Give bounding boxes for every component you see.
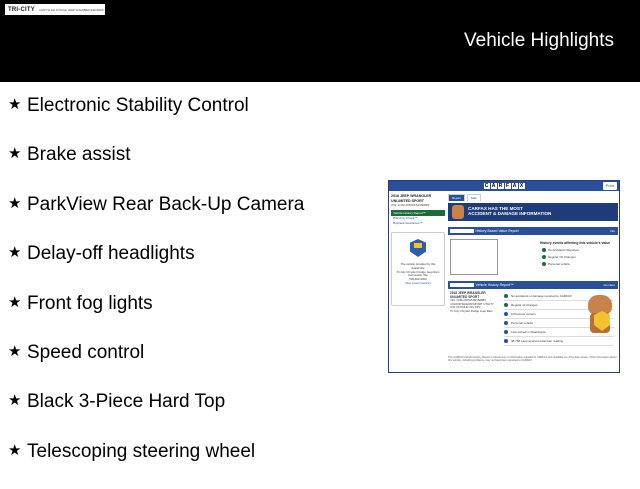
carfax-banner — [448, 203, 618, 221]
dealer-line: The vehicle provided by this dealership — [400, 262, 436, 270]
logo-phone: (509) 942-9000 — [82, 7, 104, 12]
header-bar — [0, 0, 640, 82]
vhr-row-label: Regular oil changes — [511, 302, 538, 307]
star-icon: ★ — [8, 194, 22, 212]
feature-label: Brake assist — [27, 144, 131, 166]
vehicle-trim: UNLIMITED SPORT — [391, 198, 424, 203]
print-button[interactable]: Print — [603, 182, 617, 190]
tab-map[interactable]: Map — [467, 194, 481, 201]
hbv-heading: History events affecting this vehicle's value — [540, 241, 611, 245]
banner-line: CARFAX HAS THE MOST — [468, 206, 523, 211]
feature-item — [8, 242, 304, 291]
star-icon: ★ — [8, 244, 22, 262]
check-icon — [504, 303, 508, 307]
carfax-logo-letter: F — [505, 183, 510, 189]
hbv-row-label: No Accidents Reported — [548, 248, 579, 252]
hbv-section-header — [448, 227, 618, 235]
carfax-logo-letter: C — [484, 183, 489, 189]
vhr-row-label: Personal vehicle — [511, 320, 534, 325]
check-icon — [542, 255, 546, 259]
carfax-logo-letter: A — [491, 183, 496, 189]
feature-item — [8, 341, 304, 390]
carfax-sidebar — [391, 194, 445, 306]
dealer-name: Tri-City Chrysler Dodge Jeep Ram — [396, 269, 440, 274]
dealer-phone: 509-942-9000 — [409, 277, 427, 282]
carfax-fox-mascot-icon — [584, 293, 616, 339]
feature-label: Front fog lights — [27, 292, 153, 314]
vhr-vehicle-info — [450, 292, 498, 314]
feature-label: Telescoping steering wheel — [27, 440, 256, 462]
page-title: Vehicle Highlights — [464, 30, 614, 51]
dealer-card — [391, 232, 445, 306]
carfax-report-thumbnail[interactable] — [388, 180, 620, 373]
vhr-row-label: 48,780 Last reported odometer reading — [511, 338, 564, 343]
hbv-row — [542, 255, 576, 259]
feature-item — [8, 390, 304, 439]
check-icon — [542, 262, 546, 266]
dealer-link[interactable]: View Local Inventory — [405, 280, 431, 285]
star-icon: ★ — [8, 145, 22, 163]
carfax-logo — [484, 183, 525, 189]
sidebar-item-history-report[interactable]: Vehicle History Report™ — [391, 210, 445, 216]
carfax-main — [448, 194, 618, 349]
banner-line: ACCIDENT & DAMAGE INFORMATION — [468, 211, 552, 216]
carfax-top-bar — [389, 181, 619, 191]
star-icon: ★ — [8, 392, 22, 410]
feature-list — [8, 94, 304, 489]
carfax-tabs — [448, 194, 618, 201]
owner-icon — [504, 312, 508, 316]
feature-item — [8, 143, 304, 192]
logo-subtitle: CHRYSLER DODGE JEEP RAM — [38, 7, 83, 12]
dealer-logo[interactable] — [5, 4, 105, 15]
carfax-logo-letter: X — [519, 183, 524, 189]
hbv-info-link[interactable]: Info — [609, 229, 615, 233]
carfax-mini-logo-icon — [450, 283, 474, 287]
star-icon: ★ — [8, 96, 22, 113]
vhr-vehicle-title: 2018 JEEP WRANGLER UNLIMITED SPORT — [450, 291, 486, 299]
carfax-mini-logo-icon — [450, 229, 474, 233]
hbv-row — [542, 248, 579, 252]
vhr-info-line: 3.6L V6 DOHC 24V FFV — [450, 305, 481, 310]
feature-item — [8, 193, 304, 242]
hbv-section-title: History-Based Value Report — [475, 229, 519, 233]
one-owner-badge-icon — [410, 239, 426, 257]
feature-label: Speed control — [27, 341, 145, 363]
dealer-line: Kennewick, WA — [408, 273, 428, 278]
vhr-info-line: 4 DOOR WAGON/SPORT UTILITY — [450, 301, 494, 306]
tab-report[interactable]: Report — [448, 194, 465, 201]
star-icon: ★ — [8, 293, 22, 311]
vhr-section-header — [448, 281, 618, 289]
vhr-row-label: 8 Previous owners — [511, 311, 536, 316]
fox-mascot-icon — [452, 205, 464, 219]
location-icon — [504, 330, 508, 334]
value-chart-box — [450, 239, 498, 275]
hbv-row — [542, 262, 570, 266]
vehicle-vin: VIN: 1C4HJXDG5JW150883 — [391, 203, 430, 207]
feature-item — [8, 440, 304, 489]
feature-item — [8, 94, 304, 143]
vhr-section-title: Vehicle History Report™ — [475, 283, 514, 287]
vehicle-title: 2018 JEEP WRANGLER — [391, 194, 432, 198]
star-icon: ★ — [8, 342, 22, 360]
feature-label: ParkView Rear Back-Up Camera — [27, 193, 305, 215]
feature-label: Delay-off headlights — [27, 243, 195, 265]
check-icon — [542, 248, 546, 252]
feature-label: Black 3-Piece Hard Top — [27, 391, 226, 413]
logo-brand: TRI-CITY — [8, 6, 35, 13]
hbv-row-label: Regular Oil Changes — [548, 255, 576, 259]
vhr-go-link[interactable]: Go Here — [603, 283, 615, 287]
sidebar-item-warranty[interactable]: Warranty Check™ — [393, 216, 418, 220]
vhr-panel — [448, 289, 618, 349]
feature-item — [8, 292, 304, 341]
vhr-info-line: Tri-City Chrysler Dodge Jeep Ram — [450, 308, 493, 313]
vehicle-icon — [504, 321, 508, 325]
odometer-icon — [504, 339, 508, 343]
badge-star-icon — [414, 243, 422, 248]
carfax-logo-letter: A — [512, 183, 517, 189]
feature-label: Electronic Stability Control — [27, 95, 249, 116]
vhr-row-label: No accidents or damage reported to CARFAX — [511, 293, 572, 298]
vhr-row-label: Last owned in Washington — [511, 329, 547, 334]
banner-text — [468, 206, 551, 216]
sidebar-item-buyback[interactable]: Buyback Guarantee™ — [393, 221, 423, 225]
vhr-info-line: VIN: 1C4HJXDG5JW150883 — [450, 298, 486, 303]
hbv-panel — [448, 235, 618, 275]
star-icon: ★ — [8, 441, 22, 459]
carfax-disclaimer: The CARFAX Vehicle History Report is based only on information supplied to CARFAX and available as of the date shown. Other information about this vehicle, including problems, may not have been reported to CARFAX. — [448, 356, 617, 363]
check-icon — [504, 294, 508, 298]
hbv-row-label: Personal vehicle — [548, 262, 571, 266]
dealer-info — [394, 263, 442, 286]
carfax-logo-letter: R — [498, 183, 503, 189]
